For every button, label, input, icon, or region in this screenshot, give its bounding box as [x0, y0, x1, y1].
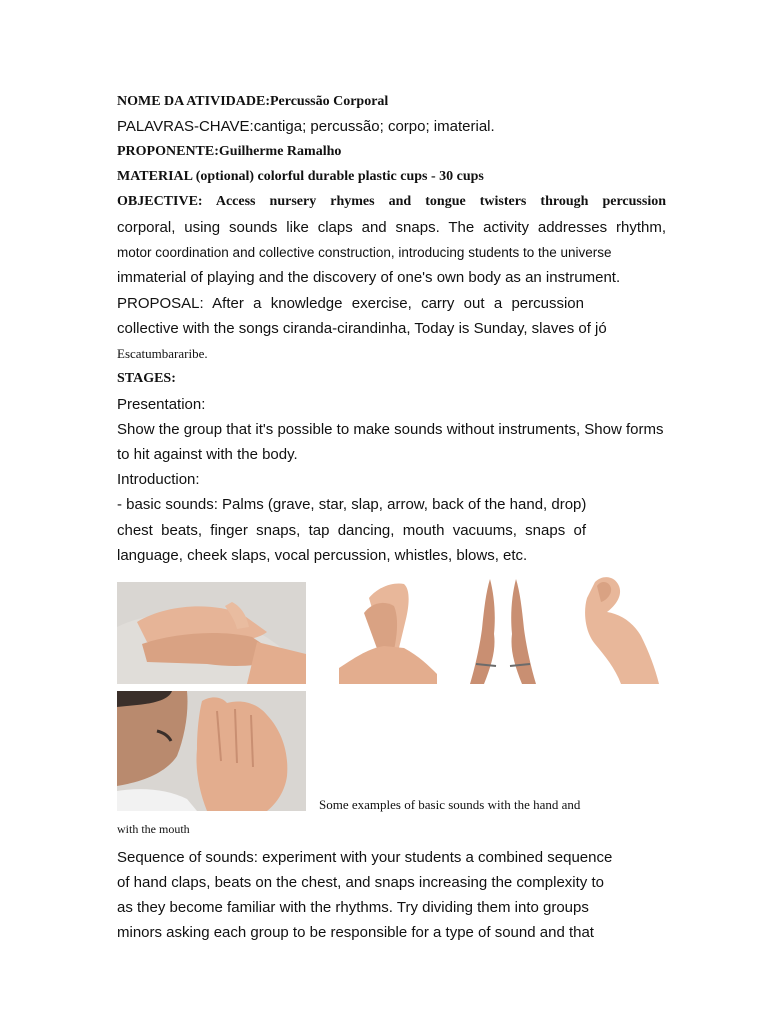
activity-name-label: NOME DA ATIVIDADE:: [117, 94, 270, 109]
presentation-line-2: to hit against with the body.: [117, 446, 298, 463]
sequence-line-3: as they become familiar with the rhythms. Try dividing them into groups: [117, 899, 589, 916]
material-line: MATERIAL (optional) colorful durable plastic cups - 30 cups: [117, 169, 484, 184]
sequence-line-1: Sequence of sounds: experiment with your students a combined sequence: [117, 849, 613, 866]
introduction-line-3: language, cheek slaps, vocal percussion, whistles, blows, etc.: [117, 547, 528, 564]
proponent-line: [117, 144, 341, 160]
objective-line-2: corporal, using sounds like claps and snaps. The activity addresses rhythm,: [117, 219, 666, 236]
activity-name-line: [117, 94, 388, 110]
photo-finger-snap: [575, 572, 659, 684]
photo-caption-line-2: with the mouth: [117, 822, 190, 836]
introduction-heading: Introduction:: [117, 471, 200, 488]
introduction-line-2: chest beats, finger snaps, tap dancing, mouth vacuums, snaps of: [117, 522, 586, 539]
proposal-line-2: collective with the songs ciranda-cirandinha, Today is Sunday, slaves of jó: [117, 320, 607, 337]
photo-hands-clap: [117, 582, 306, 684]
stages-heading: STAGES:: [117, 371, 176, 386]
activity-name-value: Percussão Corporal: [269, 94, 389, 109]
proposal-line-3: Escatumbararibe.: [117, 346, 208, 361]
objective-line-3: motor coordination and collective construction, introducing students to the universe: [117, 245, 612, 260]
presentation-heading: Presentation:: [117, 396, 206, 413]
photo-caption-line-1: Some examples of basic sounds with the hand and: [319, 797, 581, 812]
photo-hand-mouth: [117, 691, 306, 811]
introduction-line-1: - basic sounds: Palms (grave, star, slap, arrow, back of the hand, drop): [117, 496, 587, 513]
objective-line-1: OBJECTIVE: Access nursery rhymes and tongue twisters through percussion: [117, 194, 666, 209]
sequence-line-4: minors asking each group to be responsible for a type of sound and that: [117, 924, 594, 941]
keywords-line: PALAVRAS-CHAVE:cantiga; percussão; corpo; imaterial.: [117, 118, 495, 135]
presentation-line-1: Show the group that it's possible to make sounds without instruments, Show forms: [117, 421, 664, 438]
proponent-label: PROPONENTE:: [117, 144, 219, 159]
proposal-line-1: PROPOSAL: After a knowledge exercise, carry out a percussion: [117, 295, 584, 312]
proponent-value: Guilherme Ramalho: [218, 144, 342, 159]
photo-hands-flat-clap: [339, 578, 437, 684]
objective-line-4: immaterial of playing and the discovery of one's own body as an instrument.: [117, 269, 621, 286]
photo-hands-cupped: [462, 574, 544, 684]
sequence-line-2: of hand claps, beats on the chest, and snaps increasing the complexity to: [117, 874, 604, 891]
